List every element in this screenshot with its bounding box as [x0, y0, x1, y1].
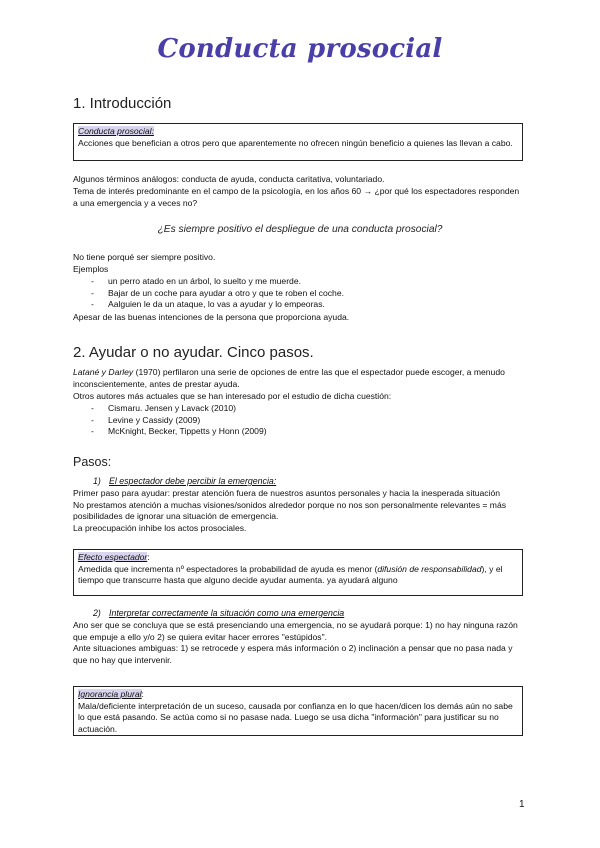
- examples-label: Ejemplos: [73, 264, 109, 274]
- definition-text-b: ), y el tiempo que transcurre hasta que alguno decide ayudar aumenta. ya ayudará alguno: [78, 563, 503, 586]
- interest-text: Tema de interés predominante en el campo de la psicología, en los años 60 → ¿por qué los espectadores responden a una emergencia y a veces no?: [73, 186, 520, 208]
- intro-rest: (1970) perfilaron una serie de opciones de entre las que el espectador puede escoger, a menudo inconscientemente, antes de prestar ayuda.: [73, 367, 505, 389]
- definition-box-efecto-espectador: [73, 549, 523, 596]
- analog-terms-text: Algunos términos análogos: conducta de ayuda, conducta caritativa, voluntariado.: [73, 174, 385, 184]
- page-number: 1: [519, 799, 525, 810]
- step-1-title-text: El espectador debe percibir la emergencia:: [109, 476, 277, 486]
- step-1-line: No prestamos atención a muchas visiones/sonidos alrededor porque no nos son personalmente relevantes = más posibilidades de ignorar una situación de emergencia.: [73, 499, 507, 522]
- good-intentions-text: Apesar de las buenas intenciones de la persona que proporciona ayuda.: [73, 312, 350, 322]
- step-2-line: Ano ser que se concluya que se está presenciando una emergencia, no se ayudará porque: 1) no hay ninguna razón que empuje a ello y/o 2) se quiera evitar hacer errores "estúpidos".: [73, 620, 518, 642]
- step-2-line: Ante situaciones ambiguas: 1) se retrocede y espera más información o 2) inclinación a pensar que no pasa nada y que no hay que intervenir.: [73, 643, 513, 665]
- document-title: Conducta prosocial: [157, 34, 443, 64]
- authors-italic: Latané y Darley: [73, 367, 134, 377]
- definition-label: Ignorancia plural: [78, 689, 142, 699]
- list-item: - Bajar de un coche para ayudar a otro y que te roben el coche.: [73, 288, 533, 300]
- definition-text-italic: difusión de responsabilidad: [377, 563, 482, 574]
- key-question: ¿Es siempre positivo el despliegue de una conducta prosocial?: [157, 224, 443, 235]
- section-1-heading: 1. Introducción: [73, 95, 172, 112]
- definition-text: Mala/deficiente interpretación de un suceso, causada por confianza en lo que hacen/dicen los demás aún no sabe lo que está pasando. Se actúa como si no pasase nada. Luego se usa dicha "información" para justificar su no actuación.: [78, 700, 513, 734]
- step-1-line: Primer paso para ayudar: prestar atención fuera de nuestros asuntos personales y hacia la inesperada situación: [73, 488, 501, 498]
- step-2-title-text: Interpretar correctamente la situación como una emergencia: [109, 608, 345, 618]
- pasos-heading: Pasos:: [73, 455, 112, 469]
- definition-label: Conducta prosocial:: [78, 126, 154, 136]
- label-colon: :: [147, 552, 150, 562]
- definition-text-a: Amedida que incrementa nº espectadores la probabilidad de ayuda es menor (: [78, 563, 378, 574]
- step-2-number: 2): [93, 608, 101, 618]
- label-colon: :: [141, 689, 144, 699]
- definition-box-ignorancia-plural: [73, 686, 523, 736]
- step-1-title: [93, 476, 276, 486]
- step-2-title: [93, 608, 344, 618]
- other-authors-text: Otros autores más actuales que se han interesado por el estudio de dicha cuestión:: [73, 391, 392, 401]
- definition-box-conducta-prosocial: [73, 123, 523, 161]
- list-item: - Cismaru. Jensen y Lavack (2010): [73, 403, 533, 415]
- list-item: - McKnight, Becker, Tippetts y Honn (2009): [73, 426, 533, 438]
- list-item: - un perro atado en un árbol, lo suelto y me muerde.: [73, 276, 533, 288]
- step-1-body: [73, 488, 528, 534]
- latane-darley-text: [73, 367, 523, 390]
- not-always-positive-text: No tiene porqué ser siempre positivo.: [73, 252, 216, 262]
- section-2-heading: 2. Ayudar o no ayudar. Cinco pasos.: [73, 344, 314, 361]
- list-item: - Levine y Cassidy (2009): [73, 415, 533, 427]
- step-1-line: La preocupación inhibe los actos prosociales.: [73, 522, 247, 533]
- authors-list: [73, 403, 533, 438]
- definition-label: Efecto espectador: [78, 552, 148, 562]
- step-2-body: [73, 620, 528, 666]
- step-1-number: 1): [93, 476, 101, 486]
- definition-text: Acciones que benefician a otros pero que aparentemente no ofrecen ningún beneficio a quienes las llevan a cabo.: [78, 137, 513, 148]
- list-item: - Aalguien le da un ataque, lo vas a ayudar y lo empeoras.: [73, 299, 533, 311]
- examples-list: [73, 276, 533, 311]
